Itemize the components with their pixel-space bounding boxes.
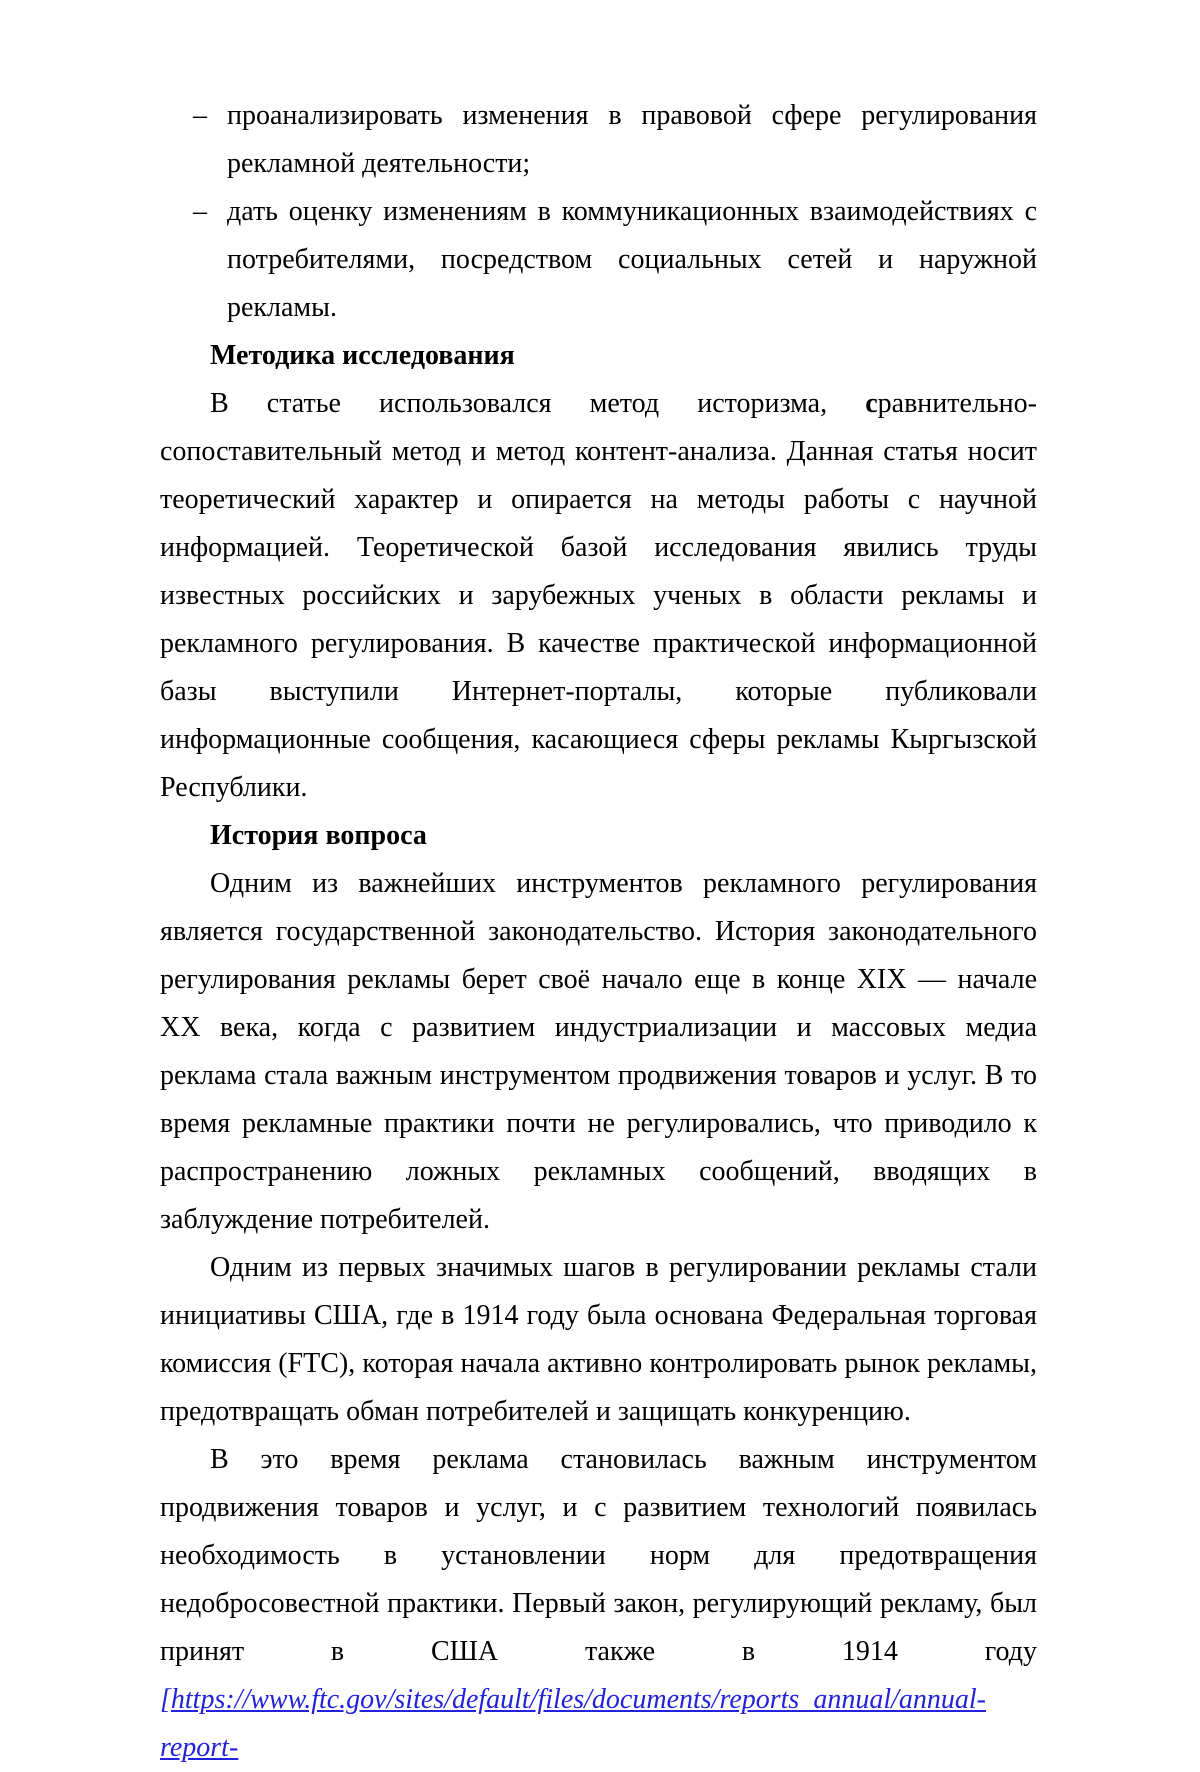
bullet-list bbox=[160, 92, 1037, 332]
bold-letter: с bbox=[865, 388, 878, 419]
ftc-report-link[interactable]: https://www.ftc.gov/sites/default/files/documents/reports_annual/annual-report- bbox=[160, 1684, 986, 1763]
bullet-text: дать оценку изменениям в коммуникационных взаимодействиях с потребителями, посредством социальных сетей и наружной рекламы. bbox=[227, 196, 1037, 323]
bullet-dash-marker: – bbox=[193, 196, 207, 227]
link-opening-bracket: [ bbox=[160, 1684, 171, 1715]
bullet-dash-marker: – bbox=[193, 100, 207, 131]
paragraph-history-3 bbox=[160, 1436, 1037, 1772]
paragraph-text: В статье использовался метод историзма, bbox=[210, 388, 866, 419]
section-heading-history: История вопроса bbox=[210, 820, 427, 851]
list-item bbox=[160, 92, 1037, 188]
section-heading-methodology: Методика исследования bbox=[210, 340, 515, 371]
paragraph-history-2: Одним из первых значимых шагов в регулировании рекламы стали инициативы США, где в 1914 году была основана Федеральная торговая комиссия (FTC), которая начала активно контролировать рынок рекламы, предотвращать обман потребителей и защищать конкуренцию. bbox=[160, 1252, 1037, 1427]
paragraph-methodology bbox=[160, 380, 1037, 812]
list-item bbox=[160, 188, 1037, 332]
bullet-text: проанализировать изменения в правовой сфере регулирования рекламной деятельности; bbox=[227, 100, 1037, 179]
paragraph-history-1: Одним из важнейших инструментов рекламного регулирования является государственной законодательство. История законодательного регулирования рекламы берет своё начало еще в конце XIX — начале XX века, когда с развитием индустриализации и массовых медиа реклама стала важным инструментом продвижения товаров и услуг. В то время рекламные практики почти не регулировались, что приводило к распространению ложных рекламных сообщений, вводящих в заблуждение потребителей. bbox=[160, 868, 1037, 1235]
paragraph-text: равнительно-сопоставительный метод и метод контент-анализа. Данная статья носит теоретический характер и опирается на методы работы с научной информацией. Теоретической базой исследования явились труды известных российских и зарубежных ученых в области рекламы и рекламного регулирования. В качестве практической информационной базы выступили Интернет-порталы, которые публиковали информационные сообщения, касающиеся сферы рекламы Кыргызской Республики. bbox=[160, 388, 1037, 803]
paragraph-text: В это время реклама становилась важным инструментом продвижения товаров и услуг, и с развитием технологий появилась необходимость в установлении норм для предотвращения недобросовестной практики. Первый закон, регулирующий рекламу, был принят в США также в 1914 году bbox=[160, 1444, 1037, 1667]
